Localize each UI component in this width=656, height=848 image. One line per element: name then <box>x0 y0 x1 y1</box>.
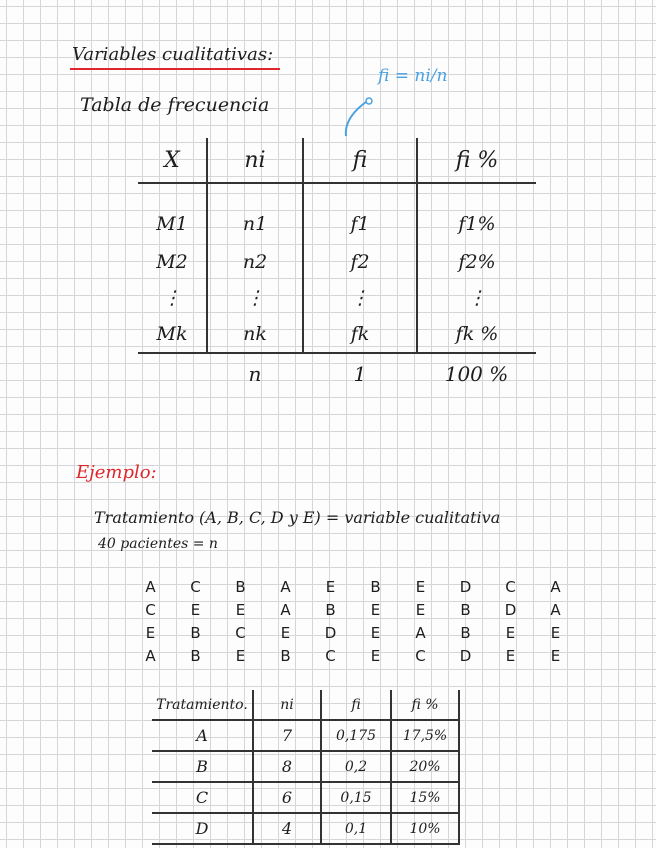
formula-arrow-icon <box>340 92 380 138</box>
letter-cell: D <box>504 601 517 619</box>
letter-cell: A <box>145 647 156 665</box>
letters-row <box>128 578 578 601</box>
letter-cell: B <box>190 647 201 665</box>
table-row <box>152 813 459 844</box>
letter-cell: B <box>235 578 246 596</box>
totals-cell: 1 <box>353 362 367 386</box>
table-row <box>152 751 459 782</box>
header-cell: fi % <box>391 690 459 720</box>
letter-cell: E <box>415 601 426 619</box>
letter-cell: E <box>550 647 561 665</box>
table-cell: 7 <box>253 720 321 751</box>
letter-cell: B <box>325 601 336 619</box>
table-cell: 10% <box>391 813 459 844</box>
letter-cell: E <box>235 647 246 665</box>
table-cell: ⋮ <box>303 280 417 316</box>
letter-cell: C <box>415 647 426 665</box>
letter-cell: B <box>460 624 471 642</box>
table-cell: 17,5% <box>391 720 459 751</box>
table-cell: 0,15 <box>321 782 391 813</box>
table-cell: f1% <box>458 213 496 235</box>
example-label: Ejemplo: <box>76 462 157 483</box>
letter-cell: D <box>324 624 337 642</box>
header-cell: Tratamiento. <box>152 690 253 720</box>
letter-cell: A <box>145 578 156 596</box>
letter-cell: E <box>415 578 426 596</box>
table-cell: f1 <box>303 183 417 244</box>
table-row <box>138 316 536 353</box>
letter-cell: A <box>415 624 426 642</box>
table-row <box>138 183 536 244</box>
table-row <box>152 720 459 751</box>
header-cell: X <box>138 138 207 183</box>
letter-cell: C <box>325 647 336 665</box>
table-cell: fk % <box>417 316 536 353</box>
section-subtitle: Tabla de frecuencia <box>80 94 270 116</box>
table-cell: D <box>152 813 253 844</box>
letter-cell: D <box>459 647 472 665</box>
letter-cell: B <box>460 601 471 619</box>
totals-cell <box>138 353 207 394</box>
table-header-row <box>138 138 536 183</box>
example-sample-size: 40 pacientes = n <box>98 536 218 552</box>
page-title: Variables cualitativas: <box>72 44 274 65</box>
letter-cell: C <box>235 624 246 642</box>
letter-cell: E <box>370 647 381 665</box>
letter-cell: A <box>550 578 561 596</box>
letter-cell: E <box>370 601 381 619</box>
header-cell: ni <box>207 138 303 183</box>
table-row <box>138 280 536 316</box>
table-cell: 4 <box>253 813 321 844</box>
letter-cell: E <box>190 601 201 619</box>
formula-annotation: fi = ni/n <box>378 66 448 86</box>
table-header-row <box>152 690 459 720</box>
letter-cell: A <box>280 601 291 619</box>
letter-cell: B <box>190 624 201 642</box>
letter-cell: D <box>459 578 472 596</box>
table-cell: C <box>152 782 253 813</box>
letter-cell: E <box>370 624 381 642</box>
letters-row <box>128 624 578 647</box>
table-cell: B <box>152 751 253 782</box>
letters-row <box>128 601 578 624</box>
title-underline <box>70 68 280 70</box>
table-cell: ⋮ <box>207 280 303 316</box>
table-cell: 15% <box>391 782 459 813</box>
table-cell: 0,2 <box>321 751 391 782</box>
table-cell: 8 <box>253 751 321 782</box>
header-cell: ni <box>253 690 321 720</box>
letter-cell: E <box>505 624 516 642</box>
letter-cell: E <box>550 624 561 642</box>
example-description: Tratamiento (A, B, C, D y E) = variable cualitativa <box>94 508 501 527</box>
totals-cell: n <box>248 362 262 386</box>
header-cell: fi <box>303 138 417 183</box>
table-cell: f2% <box>458 251 496 273</box>
letter-cell: E <box>280 624 291 642</box>
letter-cell: E <box>235 601 246 619</box>
header-cell: fi <box>321 690 391 720</box>
header-cell: fi % <box>417 138 536 183</box>
totals-row <box>138 353 536 394</box>
letter-cell: E <box>325 578 336 596</box>
letter-cell: C <box>505 578 516 596</box>
letter-cell: A <box>280 578 291 596</box>
data-letters-grid <box>128 578 578 670</box>
table-cell: M2 <box>138 244 207 280</box>
frequency-table <box>138 138 536 394</box>
table-cell: 20% <box>391 751 459 782</box>
table-cell: n1 <box>207 183 303 244</box>
table-row <box>138 244 536 280</box>
letters-row <box>128 647 578 670</box>
table-cell: ⋮ <box>138 280 207 316</box>
table-cell: Mk <box>138 316 207 353</box>
result-table <box>152 690 460 845</box>
letter-cell: B <box>280 647 291 665</box>
table-cell: nk <box>207 316 303 353</box>
table-cell: 6 <box>253 782 321 813</box>
letter-cell: E <box>145 624 156 642</box>
table-cell: n2 <box>207 244 303 280</box>
table-cell: 0,1 <box>321 813 391 844</box>
table-row <box>152 782 459 813</box>
letter-cell: C <box>190 578 201 596</box>
table-cell: 0,175 <box>321 720 391 751</box>
table-cell: f2 <box>303 244 417 280</box>
letter-cell: A <box>550 601 561 619</box>
letter-cell: B <box>370 578 381 596</box>
table-cell: M1 <box>138 183 207 244</box>
table-cell: ⋮ <box>467 287 487 309</box>
table-cell: A <box>152 720 253 751</box>
totals-cell: 100 % <box>444 362 509 386</box>
letter-cell: E <box>505 647 516 665</box>
table-cell: fk <box>303 316 417 353</box>
letter-cell: C <box>145 601 156 619</box>
